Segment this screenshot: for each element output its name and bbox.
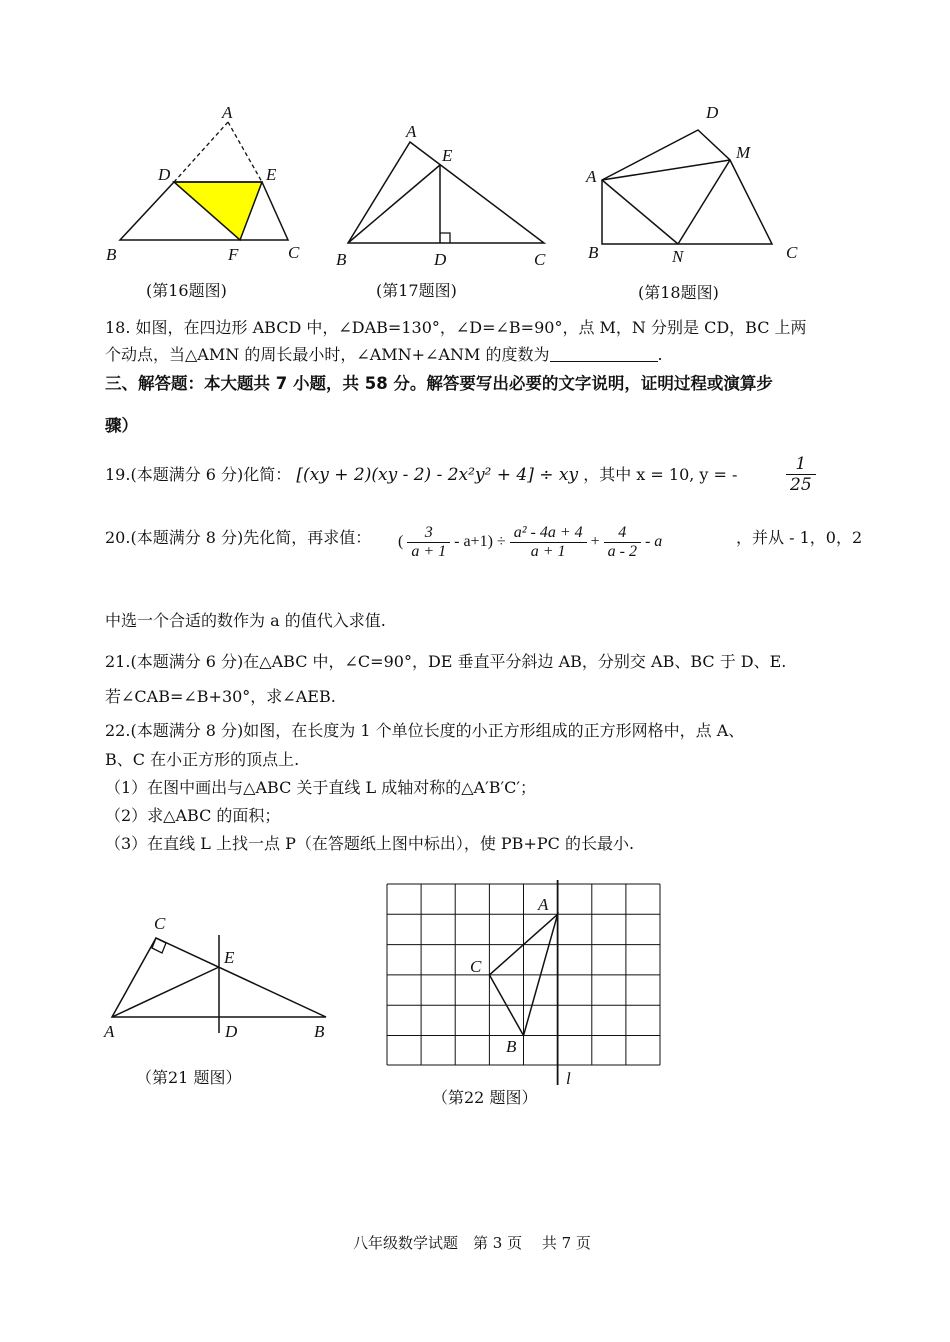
q22-item1: （1）在图中画出与△ABC 关于直线 L 成轴对称的△A′B′C′； (105, 778, 536, 797)
q21-line1: 21.(本题满分 6 分)在△ABC 中，∠C=90°，DE 垂直平分斜边 AB，分别交 AB、BC 于 D、E. (105, 652, 787, 671)
svg-text:A: A (222, 103, 233, 122)
section3-title-cont: 骤） (105, 416, 138, 435)
q20-prefix: 20.(本题满分 8 分)先化简，再求值： (105, 528, 372, 547)
svg-text:D: D (706, 103, 719, 122)
svg-text:N: N (672, 247, 684, 266)
svg-text:M: M (736, 143, 751, 162)
q19: 19.(本题满分 6 分)化简： [(xy + 2)(xy - 2) - 2x²y² + 4] ÷ xy ，其中 x = 10, y = - (105, 465, 738, 485)
fig18-caption: (第18题图) (638, 283, 719, 302)
q22-line2: B、C 在小正方形的顶点上. (105, 750, 300, 769)
fig17-caption: (第17题图) (376, 281, 457, 300)
fig16-caption: (第16题图) (146, 281, 227, 300)
svg-text:E: E (224, 948, 235, 967)
q19-expression: [(xy + 2)(xy - 2) - 2x²y² + 4] ÷ xy (296, 465, 579, 485)
svg-text:C: C (288, 243, 300, 262)
q19-fraction: $\frac{1}{25}$ (786, 454, 816, 495)
figure-17 (330, 115, 560, 275)
q18-line1: 18. 如图，在四边形 ABCD 中，∠DAB=130°，∠D=∠B=90°，点 M，N 分别是 CD，BC 上两 (105, 318, 807, 337)
svg-text:B: B (314, 1022, 325, 1041)
q18-line2: 个动点，当△AMN 的周长最小时，∠AMN+∠ANM 的度数为 . (105, 345, 663, 364)
svg-text:A: A (586, 167, 597, 186)
grid (387, 884, 660, 1065)
svg-text:F: F (228, 245, 239, 264)
q22-item3: （3）在直线 L 上找一点 P（在答题纸上图中标出），使 PB+PC 的长最小. (105, 834, 635, 853)
q20-tail: ，并从 - 1，0，2 (736, 528, 863, 547)
svg-text:C: C (786, 243, 798, 262)
figure-18 (580, 100, 810, 270)
answer-blank[interactable] (550, 347, 658, 362)
figure-16 (100, 100, 310, 270)
figure-21 (100, 905, 340, 1045)
q20-line2: 中选一个合适的数作为 a 的值代入求值. (105, 611, 386, 630)
svg-text:A: A (406, 122, 417, 141)
figure-22 (380, 880, 670, 1090)
svg-text:A: A (538, 895, 549, 914)
q21-line2: 若∠CAB=∠B+30°，求∠AEB. (105, 687, 336, 706)
svg-text:C: C (470, 957, 482, 976)
svg-text:D: D (225, 1022, 238, 1041)
q22-line1: 22.(本题满分 8 分)如图，在长度为 1 个单位长度的小正方形组成的正方形网格中，点 A、 (105, 721, 745, 740)
svg-text:B: B (106, 245, 117, 264)
section3-title: 三、解答题：本大题共 7 小题，共 58 分。解答要写出必要的文字说明，证明过程或演算步 (105, 374, 773, 393)
svg-text:B: B (588, 243, 599, 262)
svg-text:A: A (104, 1022, 115, 1041)
svg-text:D: D (158, 165, 171, 184)
svg-text:D: D (434, 250, 447, 269)
svg-text:B: B (506, 1037, 517, 1056)
q20-expression: ( $\frac{3}{a + 1}$ - a+1) ÷ $\frac{\text{a² - 4a + 4}}{a + 1}$ + $\frac{4}{a - 2}$ - a (398, 524, 663, 560)
svg-text:C: C (154, 914, 166, 933)
fig21-caption: （第21 题图） (136, 1068, 242, 1087)
yellow-triangle-def (174, 182, 262, 240)
q22-item2: （2）求△ABC 的面积； (105, 806, 281, 825)
page-footer: 八年级数学试题 第 3 页 共 7 页 (353, 1234, 591, 1252)
fig22-caption: （第22 题图） (432, 1088, 538, 1107)
svg-text:E: E (442, 146, 453, 165)
svg-text:B: B (336, 250, 347, 269)
svg-text:l: l (566, 1069, 571, 1088)
svg-text:E: E (266, 165, 277, 184)
svg-text:C: C (534, 250, 546, 269)
